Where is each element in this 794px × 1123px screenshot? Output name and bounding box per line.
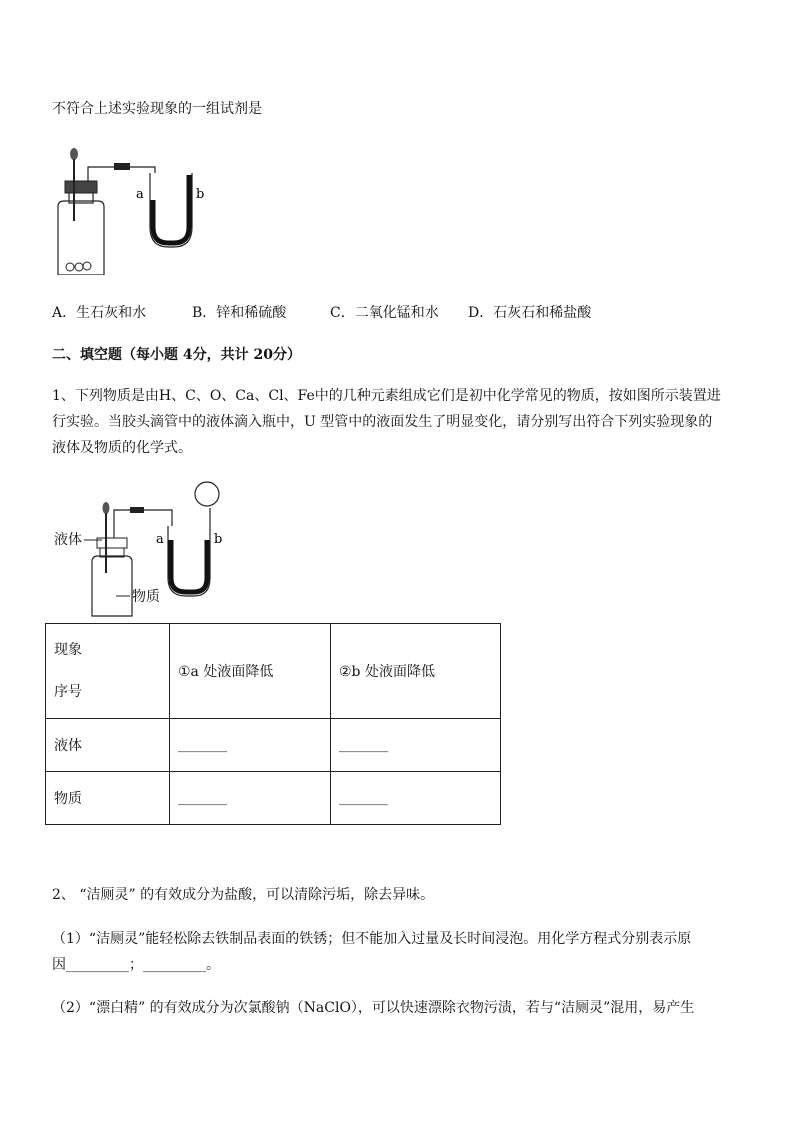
u-tube-liquid (153, 175, 189, 243)
question-intro: 不符合上述实验现象的一组试剂是 (52, 101, 262, 117)
row-label-substance: 物质 (46, 772, 170, 825)
q1-line-2: 行实验。当胶头滴管中的液体滴入瓶中，U 型管中的液面发生了明显变化，请分别写出符合下列实验现象的 (52, 414, 713, 430)
option-a: A．生石灰和水 (52, 305, 147, 321)
q2-sub1-line-1: （1）“洁厕灵”能轻松除去铁制品表面的铁锈；但不能加入过量及长时间浸泡。用化学方程式分别表示原 (52, 931, 692, 947)
q2-sub2-line-1: （2）“漂白精” 的有效成分为次氯酸钠（NaClO），可以快速漂除衣物污渍，若与“洁厕灵”混用，易产生 (52, 1000, 695, 1016)
observation-table (45, 623, 501, 825)
tube-connector (114, 163, 130, 170)
q1-line-3: 液体及物质的化学式。 (52, 440, 192, 456)
dropper-bulb (103, 502, 110, 514)
section-title: 二、填空题（每小题 4分，共计 20分） (52, 347, 301, 363)
option-b: B．锌和稀硫酸 (192, 305, 287, 321)
option-c: C．二氧化锰和水 (330, 305, 439, 321)
dropper-bulb (70, 148, 78, 160)
u-tube-liquid (171, 540, 207, 592)
u-tube (168, 508, 210, 596)
solid-lump (66, 263, 74, 271)
header-number: 序号 (54, 684, 82, 700)
apparatus-figure-1 (50, 145, 220, 275)
label-a: a (156, 532, 164, 547)
q2-sub1-line-2: 因_________；_________。 (52, 957, 220, 973)
header-cell-phenomenon (46, 624, 170, 719)
stopper (65, 181, 97, 193)
option-d: D．石灰石和稀盐酸 (468, 305, 592, 321)
label-liquid: 液体 (54, 532, 82, 548)
solid-lump (83, 262, 91, 270)
header-phenomenon: 现象 (54, 642, 82, 658)
tube-connector (130, 507, 144, 513)
row-label-liquid: 液体 (46, 719, 170, 772)
table-header-row (46, 624, 501, 719)
bottle-body (92, 556, 132, 616)
label-b: b (214, 532, 223, 547)
label-substance: 物质 (132, 589, 160, 605)
u-tube-bulb (195, 482, 219, 506)
answer-blank[interactable]: _______ (331, 772, 501, 825)
table-row (46, 719, 501, 772)
answer-blank[interactable]: _______ (170, 772, 331, 825)
label-b: b (196, 187, 205, 202)
q1-line-1: 1、下列物质是由H、C、O、Ca、Cl、Fe中的几种元素组成它们是初中化学常见的物质，按如图所示装置进 (52, 388, 721, 404)
answer-blank[interactable]: _______ (331, 719, 501, 772)
answer-blank[interactable]: _______ (170, 719, 331, 772)
label-a: a (136, 187, 144, 202)
solid-lump (75, 263, 83, 271)
header-b-drop: ②b 处液面降低 (331, 624, 501, 719)
table-row (46, 772, 501, 825)
header-a-drop: ①a 处液面降低 (170, 624, 331, 719)
q2-intro: 2、 “洁厕灵” 的有效成分为盐酸，可以清除污垢，除去异味。 (52, 887, 435, 903)
